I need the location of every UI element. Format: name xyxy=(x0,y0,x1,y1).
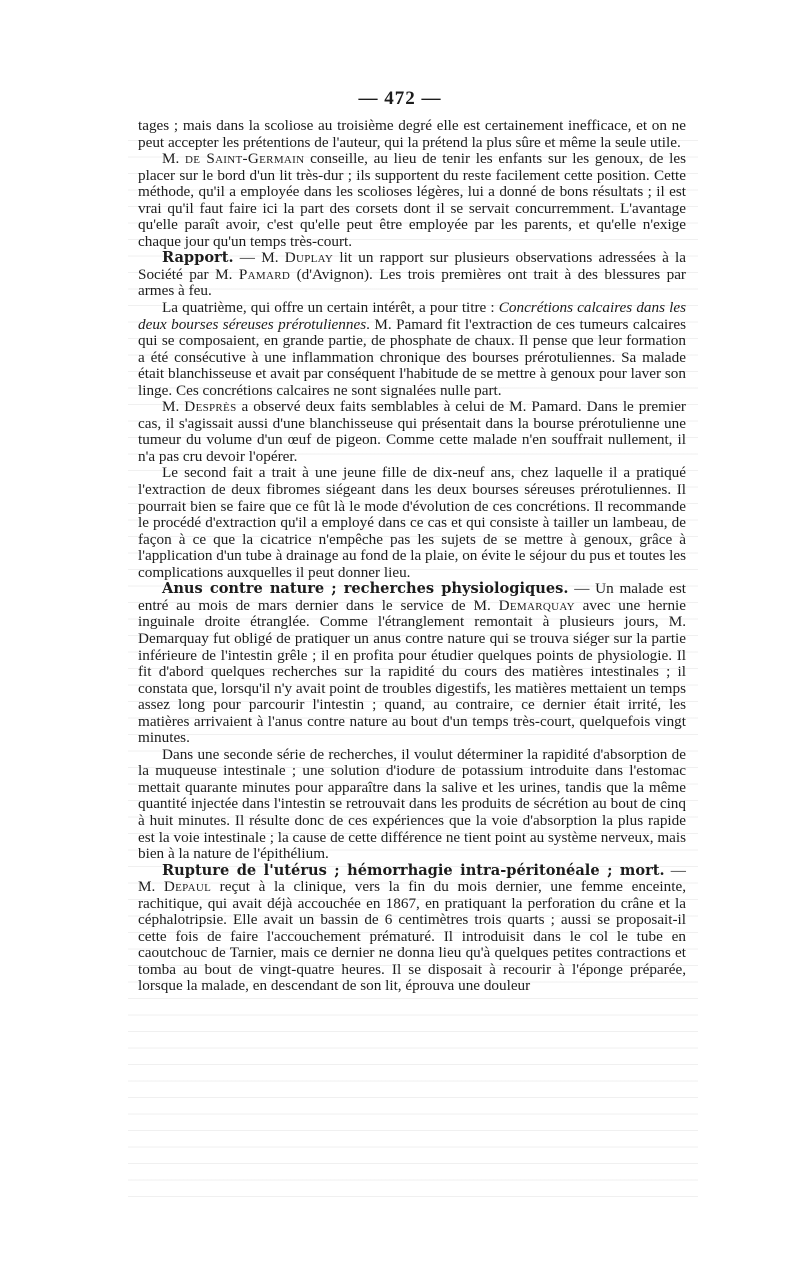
paragraph xyxy=(138,399,686,465)
text-body xyxy=(138,118,686,995)
paragraph xyxy=(138,118,686,151)
text-segment: (d'Avignon). Les trois premières ont trait à des blessures par armes à feu. xyxy=(138,265,686,300)
title-italic: Concrétions calcaires dans les deux bourses séreuses prérotuliennes xyxy=(138,299,686,333)
person-name: Depaul xyxy=(163,878,212,896)
person-name: de Saint-Germain xyxy=(185,150,305,168)
section-heading: Rapport. xyxy=(162,249,234,267)
page-number: — 472 — xyxy=(358,88,442,109)
text-segment: reçut à la clinique, vers la fin du mois dernier, une femme enceinte, rachitique, qui avait déjà accouchée en 1867, en pratiquant la perforation du crâne et la céphalotripsie. Elle avait un bassin de 6 centimètres trois quarts ; aussi se proposait-il cette fois de faire l'accouchement prématuré. Il introduisit dans le col le tube en caoutchouc de Tarnier, mais ce dernier ne donna lieu qu'à quelques petites contractions et tomba au bout de vingt-quatre heures. Il se disposait à recourir à l'éponge préparée, lorsque la malade, en descendant de son lit, éprouva une douleur xyxy=(138,878,686,995)
text-segment: Le second fait a trait à une jeune fille de dix-neuf ans, chez laquelle il a pratiqué l'extraction de deux fibromes siégeant dans les deux bourses séreuses prérotuliennes. Il pourrait bien se faire que ce fût là le mode d'évolution de ces concrétions. Il recommande le procédé d'extraction qu'il a employé dans ce cas et qui consiste à tailler un lambeau, de façon à ce que la cicatrice n'empêche pas les sujets de se mettre à genoux, grâce à l'application d'un tube à drainage au fond de la plaie, on évite le séjour du pus et toutes les complications auxquelles il peut donner lieu. xyxy=(138,464,686,581)
text-segment: — M. xyxy=(233,249,285,267)
paragraph xyxy=(138,151,686,250)
paragraph xyxy=(138,465,686,581)
text-segment: M. xyxy=(162,150,186,168)
paragraph xyxy=(138,863,686,995)
text-segment: — M. xyxy=(138,861,686,896)
paragraph xyxy=(138,581,686,746)
person-name: Demarquay xyxy=(498,596,575,614)
text-segment: a observé deux faits semblables à celui de M. Pamard. Dans le premier cas, il s'agissait aussi d'une blanchisseuse qui présentait dans la bourse prérotulienne une tumeur du volume d'un œuf de pigeon. Comme cette malade n'en souffrait nullement, il n'a pas cru devoir l'opérer. xyxy=(138,398,686,465)
person-name: Duplay xyxy=(284,249,334,267)
paragraph xyxy=(138,300,686,399)
text-segment: . M. Pamard fit l'extraction de ces tumeurs calcaires qui se composaient, en grande partie, de phosphate de chaux. Il pense que leur formation a été consécutive à une inflammation chronique des bourses prérotuliennes. Sa malade était blanchisseuse et avait par conséquent l'habitude de se mettre à genoux pour laver son linge. Ces concrétions calcaires ne sont signalées nulle part. xyxy=(138,315,686,399)
section-heading: Anus contre nature ; recherches physiologiques. xyxy=(162,580,569,598)
section-heading: Rupture de l'utérus ; hémorrhagie intra-péritonéale ; mort. xyxy=(162,861,665,879)
text-segment: lit un rapport sur plusieurs observations adressées à la Société par M. xyxy=(138,249,686,283)
text-segment: La quatrième, qui offre un certain intérêt, a pour titre : xyxy=(162,299,499,317)
text-segment: avec une hernie inguinale droite étranglée. Comme l'étranglement remontait à plusieurs jours, M. Demarquay fut obligé de pratiquer un anus contre nature qui se trouva siéger sur la partie inférieure de l'intestin grêle ; il en profita pour étudier quelques points de physiologie. Il fit d'abord quelques recherches sur la rapidité du cours des matières intestinales ; il constata que, lorsqu'il n'y avait point de troubles digestifs, les matières mettaient un temps assez long pour parcourir l'intestin ; quand, au contraire, ce dernier était irrité, les matières arrivaient à l'anus contre nature au bout d'un temps très-court, quelquefois vingt minutes. xyxy=(138,596,686,747)
text-segment: Dans une seconde série de recherches, il voulut déterminer la rapidité d'absorption de la muqueuse intestinale ; une solution d'iodure de potassium introduite dans l'estomac mettait quarante minutes pour apparaître dans la salive et les urines, tandis que la même quantité injectée dans l'intestin se retrouvait dans les produits de sécrétion au bout de cinq à huit minutes. Il résulte donc de ces expériences que la voie d'absorption la plus rapide est la voie intestinale ; la cause de cette différence ne tient point au système nerveux, mais bien à la nature de l'épithélium. xyxy=(138,745,686,863)
text-segment: M. xyxy=(162,398,185,416)
person-name: Desprès xyxy=(184,398,237,416)
person-name: Pamard xyxy=(238,265,291,283)
text-segment: — Un malade est entré au mois de mars dernier dans le service de M. xyxy=(138,580,686,614)
paragraph xyxy=(138,747,686,863)
text-segment: conseille, au lieu de tenir les enfants sur les genoux, de les placer sur le bord d'un lit très-dur ; ils supportent du reste facilement cette position. Cette méthode, qu'il a employée dans les scolioses légères, lui a donné de bons résultats ; il est vrai qu'il faut faire ici la part des corsets dont il se servait concurremment. L'avantage qu'elle paraît avoir, c'est qu'elle peut être employée par les parents, et qu'elle n'exige chaque jour qu'un temps très-court. xyxy=(138,150,686,250)
paragraph xyxy=(138,250,686,300)
text-segment: tages ; mais dans la scoliose au troisième degré elle est certainement inefficace, et on ne peut accepter les prétentions de l'auteur, qui la prétend la plus sûre et même la seule utile. xyxy=(138,117,686,151)
